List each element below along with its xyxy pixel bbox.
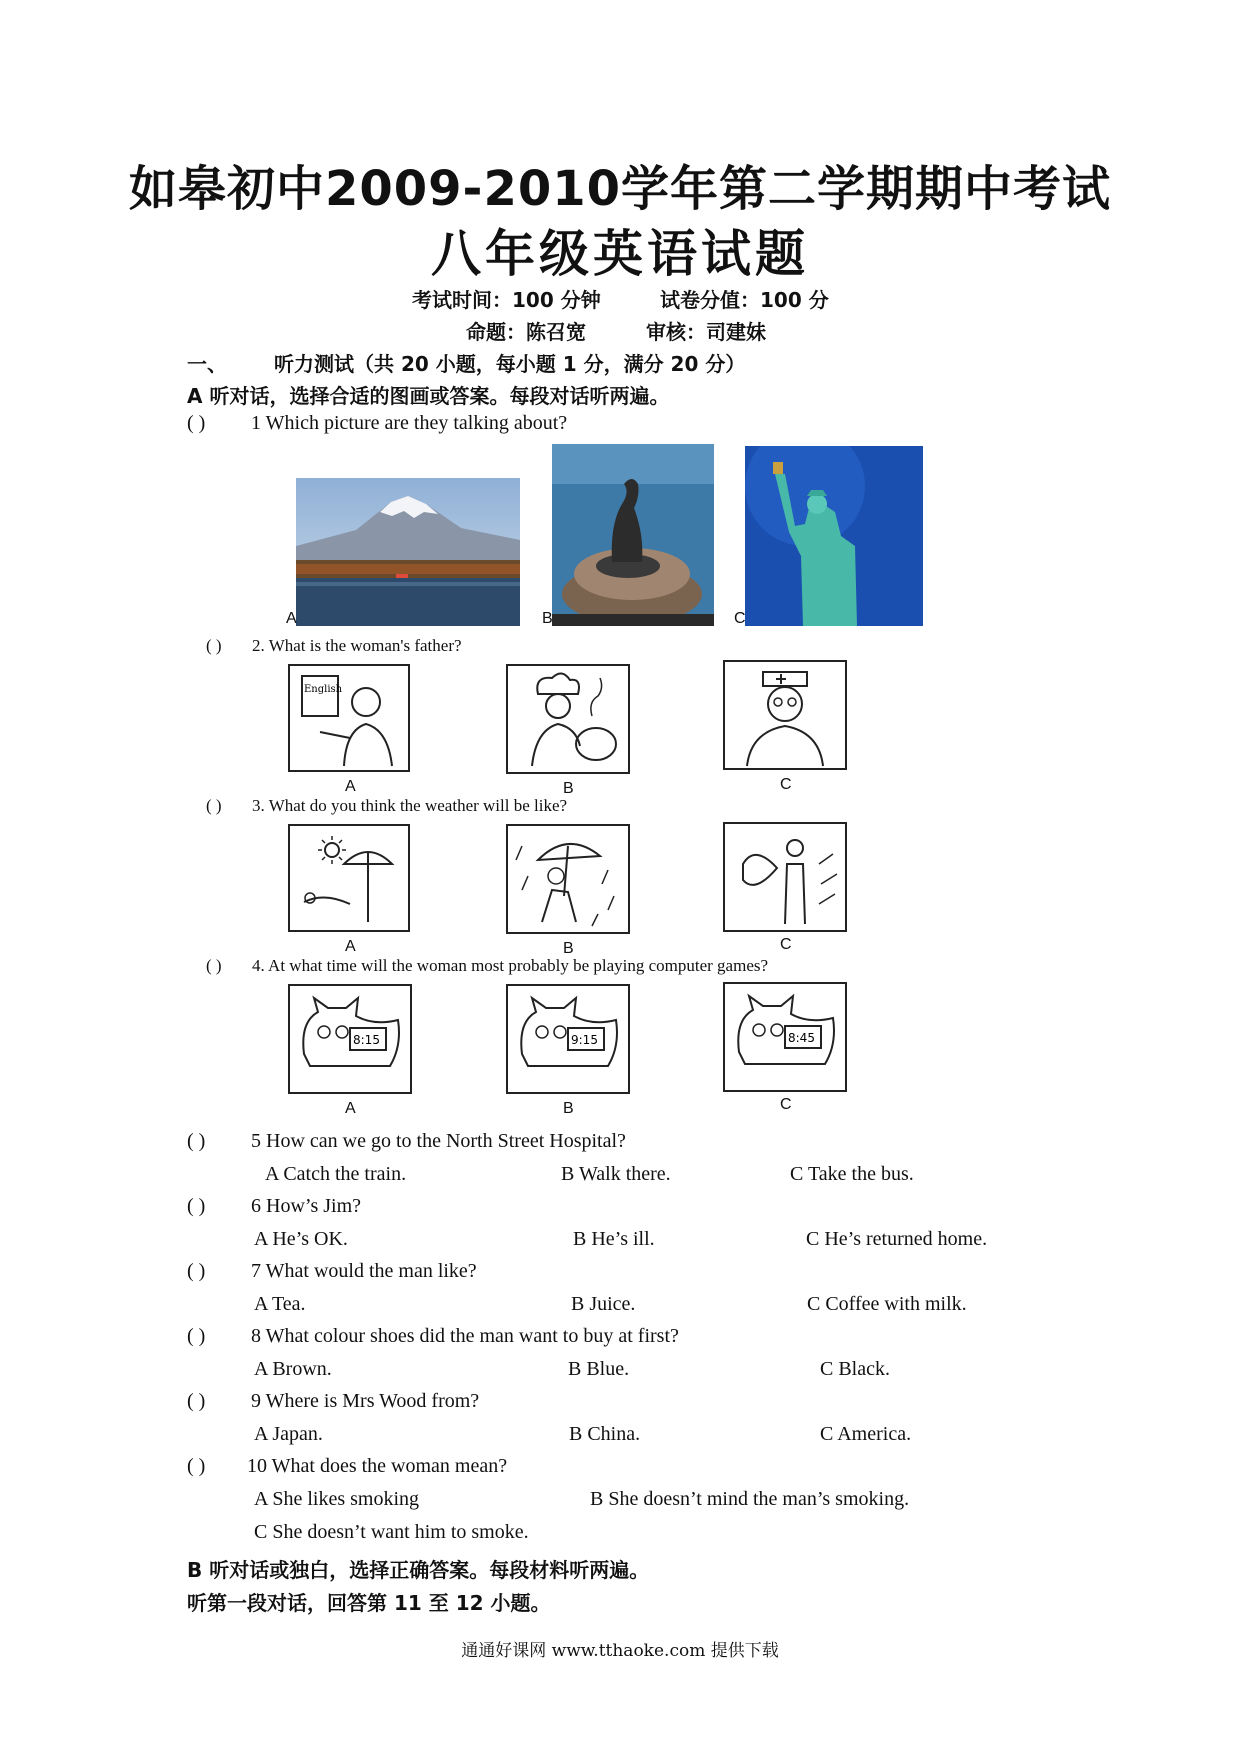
option-label-a: A	[345, 778, 356, 795]
statue-of-liberty-photo	[745, 446, 923, 626]
page-footer: 通通好课网 www.tthaoke.com 提供下载	[461, 1641, 779, 1661]
option-b: B She doesn’t mind the man’s smoking.	[590, 1488, 910, 1510]
option-a: A Japan.	[254, 1423, 323, 1445]
clock-display: 9:15	[571, 1033, 598, 1047]
option-b: B China.	[569, 1423, 641, 1445]
question-bracket[interactable]: ( )	[187, 412, 206, 434]
option-c: C Take the bus.	[790, 1163, 914, 1185]
question-bracket[interactable]: ( )	[187, 1390, 206, 1412]
clock-display: 8:45	[788, 1031, 815, 1045]
option-c: C Black.	[820, 1358, 890, 1380]
exam-author: 命题：陈召宽	[466, 320, 586, 344]
option-label-a: A	[286, 610, 297, 627]
section-number: 一、	[187, 352, 227, 376]
exam-title: 如皋初中2009-2010学年第二学期期中考试	[128, 161, 1112, 217]
option-b: B He’s ill.	[573, 1228, 655, 1250]
clock-display: 8:15	[353, 1033, 380, 1047]
option-label-b: B	[563, 1100, 574, 1117]
option-b: B Juice.	[571, 1293, 636, 1315]
cat-clock-icon	[288, 984, 412, 1094]
rainy-icon	[506, 824, 630, 934]
option-b: B Walk there.	[561, 1163, 671, 1185]
option-label-c: C	[780, 936, 792, 953]
option-a: A Brown.	[254, 1358, 332, 1380]
sunny-icon	[288, 824, 410, 932]
option-a: A She likes smoking	[254, 1488, 420, 1510]
option-label-c: C	[780, 776, 792, 793]
exam-subtitle: 八年级英语试题	[431, 225, 809, 283]
question-8-text: 8 What colour shoes did the man want to buy at first?	[251, 1325, 679, 1347]
question-10-text: 10 What does the woman mean?	[247, 1455, 508, 1477]
question-bracket[interactable]: ( )	[187, 1455, 206, 1477]
question-bracket[interactable]: ( )	[206, 636, 222, 655]
option-label-c: C	[780, 1096, 792, 1113]
option-label-a: A	[345, 1100, 356, 1117]
question-2-text: 2. What is the woman's father?	[252, 636, 462, 655]
question-bracket[interactable]: ( )	[206, 956, 222, 975]
option-c: C America.	[820, 1423, 912, 1445]
exam-time: 考试时间：100 分钟	[412, 288, 601, 312]
question-9-text: 9 Where is Mrs Wood from?	[251, 1390, 480, 1412]
teacher-icon	[288, 664, 410, 772]
question-7-text: 7 What would the man like?	[251, 1260, 477, 1282]
option-label-b: B	[563, 940, 574, 957]
option-c: C He’s returned home.	[806, 1228, 988, 1250]
svg-text:English: English	[304, 684, 343, 695]
option-label-b: B	[542, 610, 553, 627]
option-label-a: A	[345, 938, 356, 955]
part-b-subinstruction: 听第一段对话，回答第 11 至 12 小题。	[187, 1591, 551, 1615]
little-mermaid-photo	[552, 444, 714, 626]
option-c: C Coffee with milk.	[807, 1293, 967, 1315]
question-bracket[interactable]: ( )	[187, 1260, 206, 1282]
exam-score: 试卷分值：100 分	[660, 288, 829, 312]
question-bracket[interactable]: ( )	[187, 1195, 206, 1217]
option-a: A Catch the train.	[265, 1163, 407, 1185]
question-5-text: 5 How can we go to the North Street Hospital?	[251, 1130, 626, 1152]
option-b: B Blue.	[568, 1358, 630, 1380]
cat-clock-icon	[506, 984, 630, 1094]
exam-reviewer: 审核：司建妹	[646, 320, 766, 344]
option-c: C She doesn’t want him to smoke.	[254, 1521, 529, 1543]
doctor-icon	[723, 660, 847, 770]
question-bracket[interactable]: ( )	[187, 1130, 206, 1152]
option-label-c: C	[734, 610, 746, 627]
question-bracket[interactable]: ( )	[206, 796, 222, 815]
cook-icon	[506, 664, 630, 774]
mount-fuji-photo	[296, 478, 520, 626]
question-bracket[interactable]: ( )	[187, 1325, 206, 1347]
windy-icon	[723, 822, 847, 932]
cat-clock-icon	[723, 982, 847, 1092]
option-a: A Tea.	[254, 1293, 306, 1315]
question-4-text: 4. At what time will the woman most probably be playing computer games?	[252, 956, 769, 975]
option-a: A He’s OK.	[254, 1228, 348, 1250]
section-title: 听力测试（共 20 小题，每小题 1 分，满分 20 分）	[274, 352, 746, 376]
question-6-text: 6 How’s Jim?	[251, 1195, 361, 1217]
part-a-instruction: A 听对话，选择合适的图画或答案。每段对话听两遍。	[187, 384, 670, 408]
part-b-instruction: B 听对话或独白，选择正确答案。每段材料听两遍。	[187, 1558, 650, 1582]
question-3-text: 3. What do you think the weather will be like?	[252, 796, 568, 815]
option-label-b: B	[563, 780, 574, 797]
question-1-text: 1 Which picture are they talking about?	[251, 412, 568, 434]
